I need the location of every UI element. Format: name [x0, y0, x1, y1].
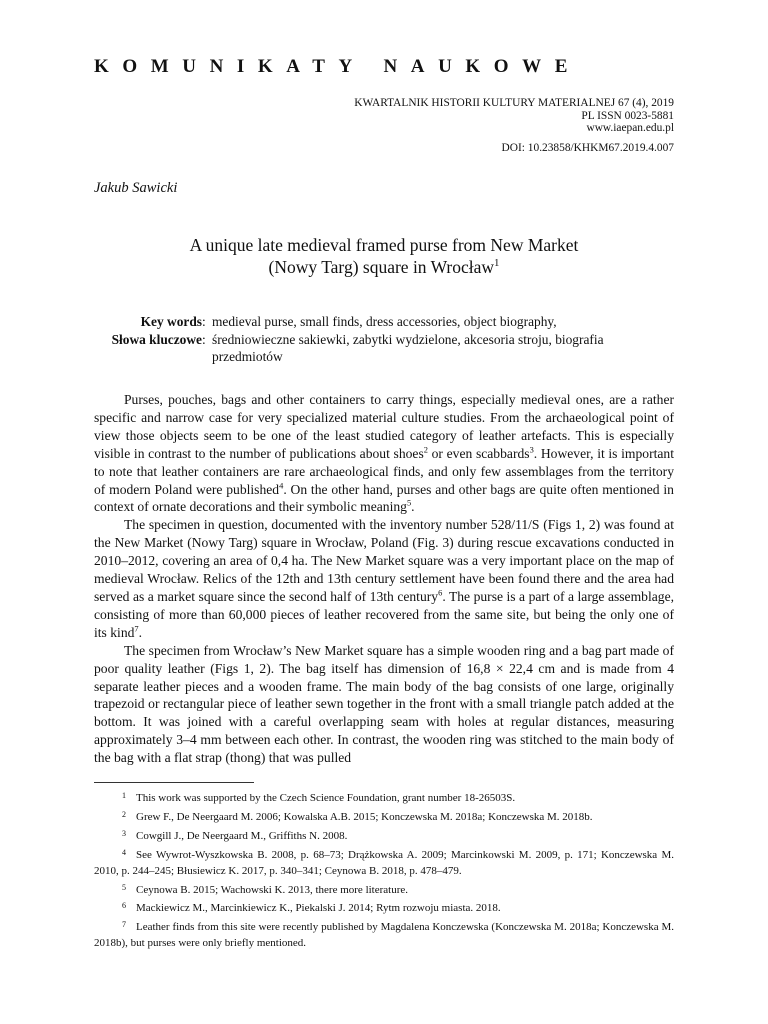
paragraph-3: The specimen from Wrocław’s New Market square has a simple wooden ring and a bag part made of poor quality leather (Figs 1, 2). The bag itself has dimension of 16,8 × 22,4 cm and is made from 4 separate leather pieces and a wooden frame. The main body of the bag consists of one large, originally trapezoid or rectangular piece of leather sewn together in the front with a small triangle patch added at the bottom. It was joined with a careful overlapping seam with holes at regular distances, measuring approximately 3–4 mm between each other. In contrast, the wooden ring was stitched to the main body of the bag with a flat strap (thong) that was pulled: [94, 642, 674, 766]
article-body: [94, 391, 674, 767]
footnote-ref[interactable]: 2: [423, 444, 428, 455]
footnote-ref[interactable]: 6: [438, 587, 443, 598]
journal-name: KWARTALNIK HISTORII KULTURY MATERIALNEJ 67 (4), 2019: [354, 97, 674, 109]
title-line-2: (Nowy Targ) square in Wrocław: [268, 257, 495, 277]
keywords-block: [94, 313, 674, 366]
footnote-number: 2: [122, 809, 126, 819]
keywords-en-row: Key words : medieval purse, small finds, dress accessories, object biography,: [94, 313, 674, 331]
footnote-ref[interactable]: 3: [529, 444, 534, 455]
footnote-ref[interactable]: 5: [406, 497, 412, 508]
footnote-number: 6: [122, 901, 126, 911]
footnote-number: 3: [122, 828, 126, 838]
footnote-4: 4 See Wywrot-Wyszkowska B. 2008, p. 68–73; Drążkowska A. 2009; Marcinkowski M. 2009, p. 171; Konczewska M. 2010, p. 244–245; Błusiewicz K. 2017, p. 340–341; Ceynowa B. 2018, p. 478–479.: [94, 845, 674, 880]
footnote-number: 5: [122, 882, 126, 892]
footnote-number: 4: [122, 847, 126, 857]
title-line-1: A unique late medieval framed purse from New Market: [189, 235, 579, 255]
article-doi: DOI: 10.23858/KHKM67.2019.4.007: [501, 141, 674, 154]
paragraph-2: The specimen in question, documented with the inventory number 528/11/S (Figs 1, 2) was found at the New Market (Nowy Targ) square in Wrocław, Poland (Fig. 3) during rescue excavations conducted in 2010–2012, covering an area of 0,4 ha. The New Market square was a very important place on the map of medieval Wrocław. Relics of the 12th and 13th century settlement have been found there and the area had served as a market square since the second half of 13th century$^6$. The purse is a part of a large assemblage, consisting of more than 60,000 pieces of leather recovered from the same site, but being the only one of its kind$^7$.: [94, 517, 674, 640]
footnote-number: 7: [122, 920, 126, 930]
series-heading: KOMUNIKATY NAUKOWE: [94, 56, 582, 77]
footnote-2: 2 Grew F., De Neergaard M. 2006; Kowalska A.B. 2015; Konczewska M. 2018a; Konczewska M. 2018b.: [94, 807, 674, 826]
footnote-1: 1 This work was supported by the Czech Science Foundation, grant number 18-26503S.: [94, 788, 674, 807]
footnote-ref[interactable]: 4: [279, 480, 284, 490]
footnote-6: 6 Mackiewicz M., Marcinkiewicz K., Piekalski J. 2014; Rytm rozwoju miasta. 2018.: [94, 898, 674, 917]
footnote-5: 5 Ceynowa B. 2015; Wachowski K. 2013, there more literature.: [94, 880, 674, 899]
article-title: [94, 234, 674, 278]
footnote-ref[interactable]: 7: [134, 623, 139, 634]
paragraph-1: Purses, pouches, bags and other containers to carry things, especially medieval ones, are a rather specific and narrow case for very specialized material culture studies. From the archaeological point of view those objects seem to be one of the least studied category of leather artefacts. This is especially visible in contrast to the number of publications about shoes$^2$ or even scabbards$^3$. However, it is important to note that leather containers are rare archaeological finds, and only few assemblages from the territory of modern Poland were published$^4$. On the other hand, purses and other bags are quite often mentioned in context of ornate decorations and their symbolic meaning$^5$.: [94, 392, 674, 515]
keywords-en-label: Key words: [140, 314, 202, 329]
footnote-number: 1: [122, 791, 126, 800]
title-footnote-ref[interactable]: 1: [494, 257, 500, 270]
journal-metadata: [274, 97, 674, 154]
footnote-7: 7 Leather finds from this site were recently published by Magdalena Konczewska (Konczewska M. 2018a; Konczewska M. 2018b), but purses were only briefly mentioned.: [94, 917, 674, 952]
author-name: Jakub Sawicki: [94, 180, 178, 196]
journal-url[interactable]: www.iaepan.edu.pl: [586, 122, 674, 135]
keywords-pl-row: Słowa kluczowe : średniowieczne sakiewki, zabytki wydzielone, akcesoria stroju, biografia przedmiotów: [94, 331, 674, 366]
keywords-pl-value: średniowieczne sakiewki, zabytki wydzielone, akcesoria stroju, biografia przedmiotów: [212, 331, 604, 364]
keywords-pl-label: Słowa kluczowe: [111, 331, 202, 347]
footnote-separator: [94, 782, 254, 783]
footnote-3: 3 Cowgill J., De Neergaard M., Griffiths N. 2008.: [94, 826, 674, 845]
footnotes: [94, 788, 674, 952]
journal-issn: PL ISSN 0023-5881: [581, 109, 674, 122]
keywords-en-value: medieval purse, small finds, dress accessories, object biography,: [212, 314, 557, 329]
